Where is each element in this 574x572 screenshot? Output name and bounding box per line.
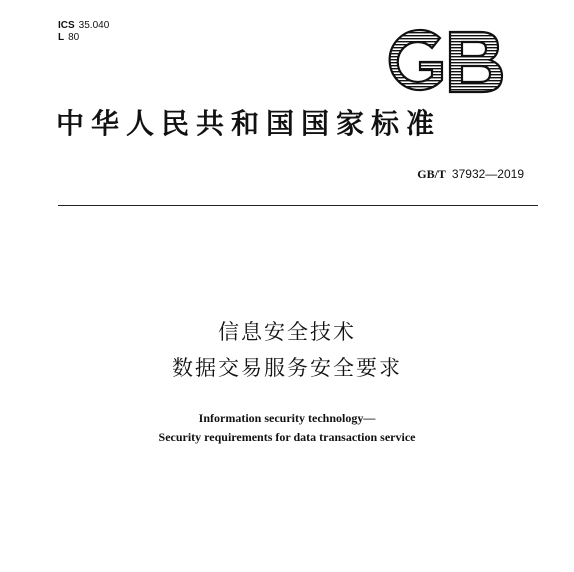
standard-number-prefix: GB/T xyxy=(417,167,446,181)
gb-logo-g-letter xyxy=(390,30,442,90)
chinese-title-line-1: 信息安全技术 xyxy=(218,320,356,344)
english-title-line-1: Information security technology— xyxy=(198,411,376,425)
ccs-code-row xyxy=(58,32,109,44)
ccs-code-label: L xyxy=(58,32,65,43)
ics-code-label: ICS xyxy=(58,20,75,31)
national-standard-title: 中华人民共和国国家标准 xyxy=(56,107,442,140)
standard-number xyxy=(417,166,524,182)
ics-code-row xyxy=(58,20,109,32)
ics-code-value: 35.040 xyxy=(78,20,110,31)
standard-number-value: 37932—2019 xyxy=(451,167,524,181)
ccs-code-value: 80 xyxy=(68,32,80,43)
classification-codes xyxy=(58,20,109,44)
chinese-title-line-2: 数据交易服务安全要求 xyxy=(172,356,402,380)
header-divider xyxy=(58,205,538,206)
english-title-line-2: Security requirements for data transaction service xyxy=(158,430,416,444)
gb-logo xyxy=(386,26,504,98)
gb-logo-b-letter xyxy=(450,32,502,92)
